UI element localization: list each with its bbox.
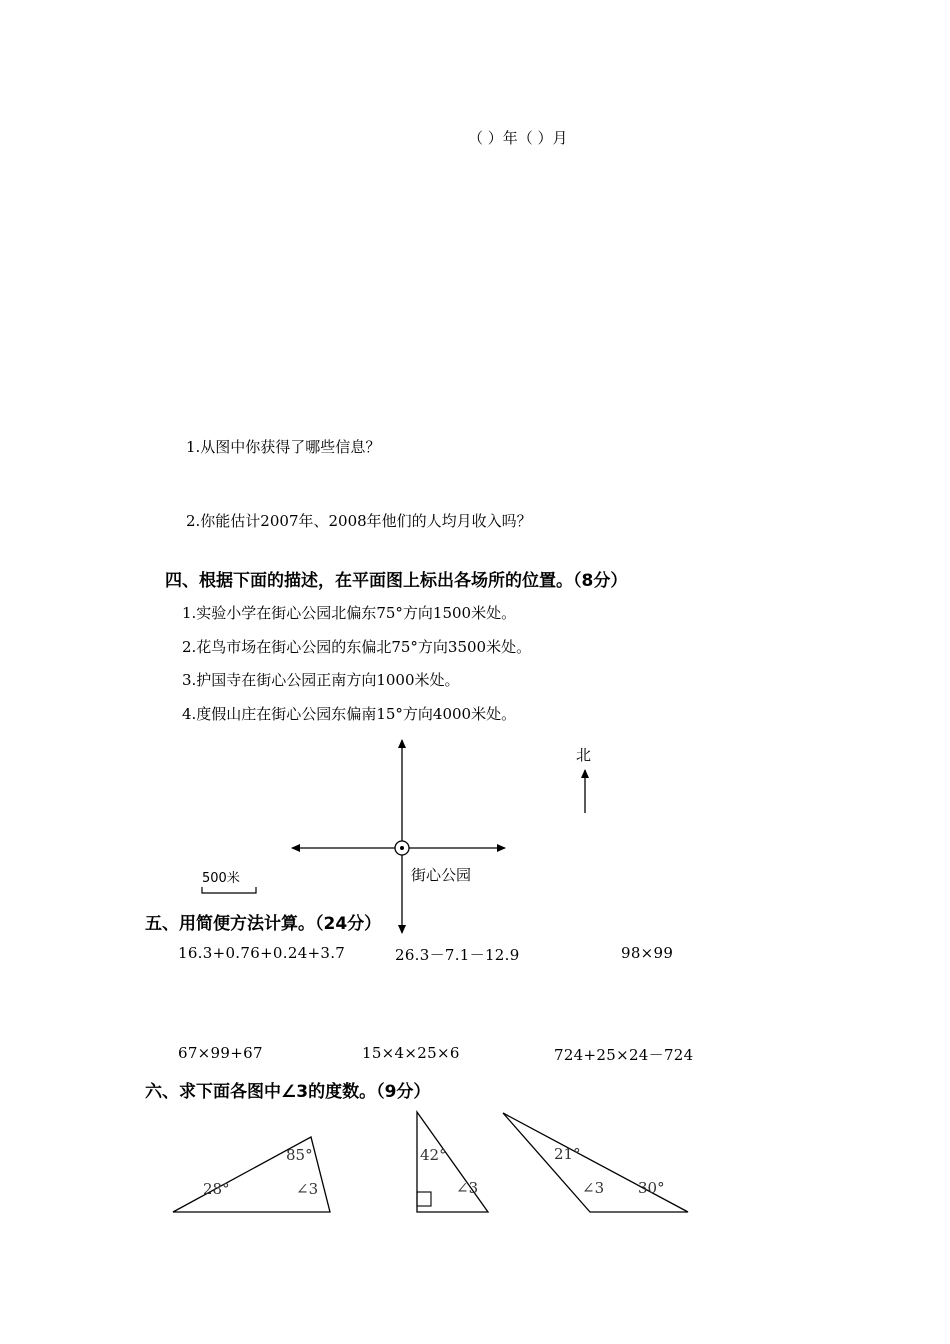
tri3-angle-30: 30° <box>638 1179 665 1197</box>
year-month-caption: （ ）年（ ）月 <box>468 129 568 147</box>
calc-5: 15×4×25×6 <box>362 1044 460 1062</box>
tri2-angle-3: ∠3 <box>456 1179 479 1197</box>
section6-heading: 六、求下面各图中∠3的度数。（9分） <box>145 1082 431 1102</box>
section4-item-2: 2.花鸟市场在街心公园的东偏北75°方向3500米处。 <box>182 638 532 656</box>
tri2-angle-42: 42° <box>420 1146 447 1164</box>
park-label: 街心公园 <box>411 866 472 884</box>
question-1: 1.从图中你获得了哪些信息？ <box>186 438 381 456</box>
section4-item-3: 3.护国寺在街心公园正南方向1000米处。 <box>182 671 460 689</box>
question-2: 2.你能估计2007年、2008年他们的人均月收入吗？ <box>186 512 532 530</box>
section4-item-4: 4.度假山庄在街心公园东偏南15°方向4000米处。 <box>182 705 517 723</box>
tri3-angle-3: ∠3 <box>582 1179 605 1197</box>
north-label: 北 <box>576 746 592 764</box>
calc-6: 724+25×24－724 <box>554 1046 694 1064</box>
calc-1: 16.3+0.76+0.24+3.7 <box>178 944 346 962</box>
calc-2: 26.3－7.1－12.9 <box>395 946 520 964</box>
section4-heading: 四、根据下面的描述，在平面图上标出各场所的位置。（8分） <box>165 571 628 591</box>
tri1-angle-85: 85° <box>286 1146 313 1164</box>
triangle-3 <box>503 1113 688 1212</box>
section5-heading: 五、用简便方法计算。（24分） <box>145 914 382 934</box>
tri3-angle-21: 21° <box>554 1145 581 1163</box>
right-angle-mark <box>417 1192 431 1206</box>
calc-3: 98×99 <box>621 944 674 962</box>
tri1-angle-3: ∠3 <box>296 1180 319 1198</box>
tri1-angle-28: 28° <box>203 1180 230 1198</box>
calc-4: 67×99+67 <box>178 1044 263 1062</box>
scale-label: 500米 <box>202 871 240 886</box>
section4-item-1: 1.实验小学在街心公园北偏东75°方向1500米处。 <box>182 604 517 622</box>
